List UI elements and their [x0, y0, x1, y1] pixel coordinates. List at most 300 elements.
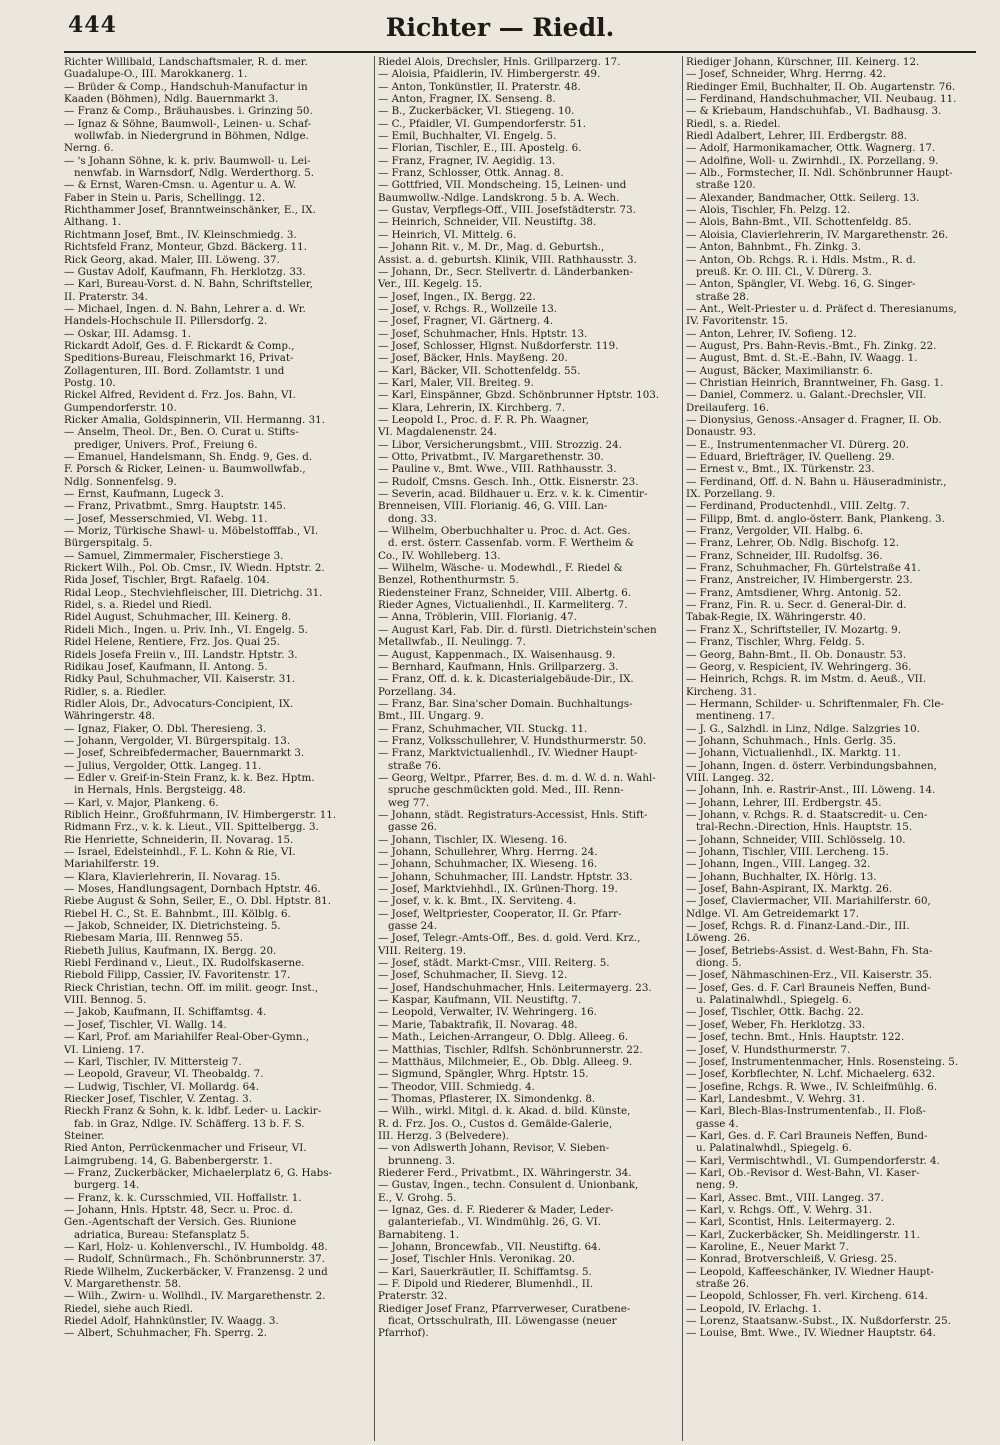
directory-entry-line: ficat, Ortsschulrath, III. Löwengasse (neuer	[388, 1315, 617, 1328]
directory-entry-line: — Franz, Fragner, IV. Aegidig. 13.	[378, 154, 556, 167]
directory-entry-line: — Klara, Klavierlehrerin, II. Novarag. 15.	[64, 870, 281, 883]
directory-entry-line: — Josef, Bahn-Aspirant, IX. Marktg. 26.	[686, 883, 893, 896]
directory-entry-line: — Karl, Bäcker, VII. Schottenfeldg. 55.	[378, 364, 581, 377]
directory-entry-line: Riedl, s. a. Riedel.	[686, 117, 781, 130]
directory-entry-line: — Ernst, Kaufmann, Lugeck 3.	[64, 488, 224, 501]
directory-entry-line: Ridel Helene, Rentiere, Frz. Jos. Quai 25.	[64, 636, 280, 649]
directory-entry-line: — Anton, Lehrer, IV. Sofieng. 12.	[686, 327, 857, 340]
directory-entry-line: — Josef, Schuhmacher, Hnls. Hptstr. 13.	[378, 327, 588, 340]
directory-entry-line: Ridels Josefa Freiin v., III. Landstr. Hptstr. 3.	[64, 648, 298, 661]
directory-entry-line: — Klara, Lehrerin, IX. Kirchberg. 7.	[378, 401, 566, 414]
directory-entry-line: IX. Porzellang. 9.	[686, 488, 776, 501]
directory-entry-line: Brenneisen, VIII. Florianig. 46, G. VIII. Lan-	[378, 500, 608, 513]
directory-entry-line: — Leopold I., Proc. d. F. R. Ph. Waagner,	[378, 413, 589, 426]
directory-entry-line: — Franz, Off. d. k. k. Dicasterialgebäude-Dir., IX.	[378, 673, 634, 686]
directory-entry-line: Richter Willibald, Landschaftsmaler, R. d. mer.	[64, 56, 308, 68]
directory-entry-line: — August, Kappenmach., IX. Waisenhausg. 9.	[378, 648, 616, 661]
directory-entry-line: — Oskar, III. Adamsg. 1.	[64, 327, 191, 340]
directory-entry-line: Riebl Ferdinand v., Lieut., IX. Rudolfskaserne.	[64, 957, 305, 970]
directory-entry-line: — Franz, k. k. Cursschmied, VII. Hoffallstr. 1.	[64, 1191, 302, 1204]
directory-entry-line: — Franz, Schneider, III. Rudolfsg. 36.	[686, 549, 883, 562]
directory-entry-line: — Jakob, Schneider, IX. Dietrichsteing. 5.	[64, 920, 281, 933]
directory-entry-line: — Leopold, Graveur, VI. Theobaldg. 7.	[64, 1068, 264, 1081]
directory-entry-line: Riedel, siehe auch Riedl.	[64, 1302, 194, 1315]
directory-entry-line: adriatica, Bureau: Stefansplatz 5.	[74, 1228, 250, 1241]
directory-entry-line: Porzellang. 34.	[378, 685, 457, 698]
directory-entry-line: — Ignaz, Ges. d. F. Riederer & Mader, Leder-	[378, 1203, 614, 1216]
directory-entry-line: — Aloisia, Clavierlehrerin, IV. Margarethenstr. 26.	[686, 228, 949, 241]
directory-entry-line: gasse 26.	[388, 821, 438, 834]
directory-entry-line: — Anton, Bahnbmt., Fh. Zinkg. 3.	[686, 241, 862, 254]
directory-entry-line: — Franz, Lehrer, Ob. Ndlg. Bischofg. 12.	[686, 537, 899, 550]
directory-entry-line: — Karl, Tischler, IV. Mittersteig 7.	[64, 1055, 242, 1068]
directory-entry-line: Riederer Ferd., Privatbmt., IX. Währingerstr. 34.	[378, 1166, 632, 1179]
directory-entry-line: brunneng. 3.	[388, 1154, 456, 1167]
directory-entry-line: — Leopold, Verwalter, IV. Wehringerg. 16.	[378, 1006, 597, 1019]
directory-entry-line: fab. in Graz, Ndlge. IV. Schäfferg. 13 b. F. S.	[74, 1117, 305, 1130]
directory-entry-line: — Josef, städt. Markt-Cmsr., VIII. Reiterg. 5.	[378, 957, 610, 970]
directory-entry-line: Ridler, s. a. Riedler.	[64, 685, 167, 698]
directory-entry-line: Faber in Stein u. Paris, Schellingg. 12.	[64, 191, 266, 204]
directory-entry-line: preuß. Kr. O. III. Cl., V. Dürerg. 3.	[696, 265, 872, 278]
directory-entry-line: Benzel, Rothenthurmstr. 5.	[378, 574, 519, 587]
directory-entry-line: — Adolf, Harmonikamacher, Ottk. Wagnerg. 17.	[686, 142, 936, 155]
directory-entry-line: Riebold Filipp, Cassier, IV. Favoritenstr. 17.	[64, 969, 291, 982]
directory-entry-line: Rie Henriette, Schneiderin, II. Novarag. 15.	[64, 833, 294, 846]
directory-entry-line: — Johann, Ingen., VIII. Langeg. 32.	[686, 858, 871, 871]
directory-entry-line: — Julius, Vergolder, Ottk. Langeg. 11.	[64, 759, 262, 772]
directory-entry-line: — Karl, Sauerkräutler, II. Schiffamtsg. 5.	[378, 1265, 592, 1278]
directory-entry-line: — Alois, Tischler, Fh. Pelzg. 12.	[686, 204, 851, 217]
directory-entry-line: d. erst. österr. Cassenfab. vorm. F. Wertheim &	[388, 537, 634, 550]
directory-entry-line: — Josef, Fragner, VI. Gärtnerg. 4.	[378, 315, 554, 328]
directory-entry-line: — Albert, Schuhmacher, Fh. Sperrg. 2.	[64, 1327, 267, 1340]
directory-entry-line: — Pauline v., Bmt. Wwe., VIII. Rathhausstr. 3.	[378, 463, 617, 476]
directory-entry-line: Riediger Johann, Kürschner, III. Keinerg. 12.	[686, 56, 920, 68]
directory-entry-line: Ridikau Josef, Kaufmann, II. Antong. 5.	[64, 660, 268, 673]
directory-entry-line: straße 26.	[696, 1278, 750, 1291]
directory-entry-line: — Johann, Ingen. d. österr. Verbindungsbahnen,	[686, 759, 937, 772]
directory-entry-line: — J. G., Salzhdl. in Linz, Ndlge. Salzgries 10.	[686, 722, 920, 735]
directory-entry-line: — Gottfried, VII. Mondscheing. 15, Leinen- und	[378, 179, 627, 192]
directory-entry-line: — Franz, Vergolder, VII. Halbg. 6.	[686, 525, 864, 538]
directory-entry-line: Riebel H. C., St. E. Bahnbmt., III. Kölblg. 6.	[64, 907, 291, 920]
directory-entry-line: — Libor, Versicherungsbmt., VIII. Strozzig. 24.	[378, 438, 622, 451]
directory-entry-line: VIII. Reiterg. 19.	[378, 944, 466, 957]
directory-entry-line: — Rudolf, Cmsns. Gesch. Inh., Ottk. Eisnerstr. 23.	[378, 475, 639, 488]
directory-entry-line: Riebe August & Sohn, Seiler, E., O. Dbl. Hptstr. 81.	[64, 895, 331, 908]
directory-entry-line: — Johann, Inh. e. Rastrir-Anst., III. Löweng. 14.	[686, 784, 936, 797]
directory-entry-line: Metallwfab., II. Neulingg. 7.	[378, 636, 526, 649]
directory-entry-line: Riede Wilhelm, Zuckerbäcker, V. Franzensg. 2 und	[64, 1265, 328, 1278]
directory-entry-line: — Josef, Korbflechter, N. Lchf. Michaelerg. 632.	[686, 1068, 936, 1081]
directory-entry-line: — Johann, Schullehrer, Whrg. Herrng. 24.	[378, 846, 598, 858]
directory-entry-line: Donaustr. 93.	[686, 426, 756, 439]
directory-entry-line: Ridky Paul, Schuhmacher, VII. Kaiserstr. 31.	[64, 673, 296, 686]
directory-entry-line: — Josef, Schlosser, Hlgnst. Nußdorferstr. 119.	[378, 339, 619, 352]
directory-entry-line: Ndlg. Sonnenfelsg. 9.	[64, 475, 177, 488]
directory-entry-line: — Dionysius, Genoss.-Ansager d. Fragner, II. Ob.	[686, 413, 942, 426]
directory-entry-line: — Franz, Anstreicher, IV. Himbergerstr. 23.	[686, 574, 913, 587]
directory-entry-line: — Anna, Tröblerin, VIII. Florianig. 47.	[378, 611, 577, 624]
directory-entry-line: Guadalupe-O., III. Marokkanerg. 1.	[64, 68, 248, 81]
directory-entry-line: burgerg. 14.	[74, 1179, 140, 1192]
directory-entry-line: Ridel August, Schuhmacher, III. Keinerg. 8.	[64, 611, 292, 624]
directory-entry-line: — Anton, Tonkünstler, II. Praterstr. 48.	[378, 80, 581, 93]
directory-entry-line: straße 120.	[696, 179, 756, 192]
directory-entry-line: — Daniel, Commerz. u. Galant.-Drechsler, VII.	[686, 389, 927, 402]
directory-entry-line: Riebeth Julius, Kaufmann, IX. Bergg. 20.	[64, 944, 277, 957]
directory-entry-line: nenwfab. in Warnsdorf, Ndlg. Werderthorg. 5.	[74, 167, 315, 180]
directory-entry-line: — Johann, Tischler, IX. Wieseng. 16.	[378, 833, 568, 846]
directory-entry-line: — Josef, v. Rchgs. R., Wollzeile 13.	[378, 302, 558, 315]
directory-entry-line: Riedensteiner Franz, Schneider, VIII. Albertg. 6.	[378, 586, 632, 599]
directory-entry-line: — Karl, Prof. am Mariahilfer Real-Ober-Gymn.,	[64, 1031, 310, 1044]
directory-entry-line: — & Kriebaum, Handschuhfab., VI. Badhausg. 3.	[686, 105, 942, 118]
directory-entry-line: — Josef, Nähmaschinen-Erz., VII. Kaiserstr. 35.	[686, 969, 933, 982]
directory-entry-line: Riebesam Maria, III. Rennweg 55.	[64, 932, 243, 945]
directory-entry-line: Praterstr. 32.	[378, 1290, 448, 1303]
directory-entry-line: — Ignaz & Söhne, Baumwoll-, Leinen- u. Schaf-	[64, 117, 312, 130]
directory-entry-line: — Franz, Volksschullehrer, V. Hundsthurmerstr. 50.	[378, 734, 647, 747]
directory-entry-line: Pfarrhof).	[378, 1327, 429, 1340]
directory-entry-line: Handels-Hochschule II. Pillersdorfg. 2.	[64, 315, 268, 328]
directory-entry-line: — August Karl, Fab. Dir. d. fürstl. Dietrichstein'schen	[378, 623, 657, 636]
directory-entry-line: — Emanuel, Handelsmann, Sh. Endg. 9, Ges. d.	[64, 451, 313, 463]
directory-entry-line: — Josef, Handschuhmacher, Hnls. Leitermayerg. 23.	[378, 981, 652, 994]
directory-entry-line: E., V. Grohg. 5.	[378, 1191, 457, 1204]
directory-entry-line: — Franz, Privatbmt., Smrg. Hauptstr. 145.	[64, 500, 286, 513]
directory-entry-line: — Alois, Bahn-Bmt., VII. Schottenfeldg. 85.	[686, 216, 912, 229]
directory-entry-line: — Anton, Ob. Rchgs. R. i. Hdls. Mstm., R. d.	[686, 253, 916, 266]
directory-entry-line: gasse 24.	[388, 920, 438, 933]
directory-entry-line: Mariahilferstr. 19.	[64, 858, 160, 871]
directory-entry-line: mentineng. 17.	[696, 710, 775, 723]
directory-entry-line: — Ferdinand, Productenhdl., VIII. Zeltg. 7.	[686, 500, 910, 513]
directory-entry-line: wollwfab. in Niedergrund in Böhmen, Ndlge.	[74, 130, 309, 143]
directory-entry-line: — Gustav, Ingen., techn. Consulent d. Unionbank,	[378, 1179, 639, 1192]
directory-entry-line: — Karoline, E., Neuer Markt 7.	[686, 1241, 849, 1253]
directory-entry-line: Rieckh Franz & Sohn, k. k. ldbf. Leder- u. Lackir-	[64, 1105, 322, 1118]
directory-entry-line: — Louise, Bmt. Wwe., IV. Wiedner Hauptstr. 64.	[686, 1327, 936, 1340]
directory-entry-line: — Karl, Ob.-Revisor d. West-Bahn, VI. Kaser-	[686, 1166, 920, 1179]
directory-entry-line: Rieder Agnes, Victualienhdl., II. Karmeliterg. 7.	[378, 599, 628, 612]
directory-entry-line: — Matthias, Tischler, Rdlfsh. Schönbrunnerstr. 22.	[378, 1043, 643, 1056]
directory-entry-line: — Severin, acad. Bildhauer u. Erz. v. k. k. Cimentir-	[378, 488, 648, 501]
directory-entry-line: — Josef, Tischler, Ottk. Bachg. 22.	[686, 1006, 864, 1019]
directory-entry-line: — Florian, Tischler, E., III. Apostelg. 6.	[378, 142, 582, 155]
directory-entry-line: Rick Georg, akad. Maler, III. Löweng. 37.	[64, 253, 280, 266]
directory-entry-line: — Johann, Schuhmach., Hnls. Gerlg. 35.	[686, 734, 897, 747]
directory-entry-line: Speditions-Bureau, Fleischmarkt 16, Privat-	[64, 352, 294, 365]
directory-entry-line: — Josef, Betriebs-Assist. d. West-Bahn, Fh. Sta-	[686, 944, 933, 957]
directory-entry-line: — Israel, Edelsteinhdl., F. L. Kohn & Rie, VI.	[64, 846, 296, 858]
column-right	[682, 56, 978, 1441]
directory-entry-line: — B., Zuckerbäcker, VI. Stiegeng. 10.	[378, 105, 575, 118]
directory-entry-line: Co., IV. Wohlleberg. 13.	[378, 549, 501, 562]
directory-entry-line: — Sigmund, Spängler, Whrg. Hptstr. 15.	[378, 1068, 589, 1081]
directory-entry-line: — Johann, Schuhmacher, IX. Wieseng. 16.	[378, 858, 598, 871]
directory-entry-line: — Wilh., wirkl. Mitgl. d. k. Akad. d. bild. Künste,	[378, 1105, 631, 1118]
directory-entry-line: — Konrad, Brotverschleiß, V. Griesg. 25.	[686, 1253, 897, 1266]
directory-entry-line: Richthammer Josef, Branntweinschänker, E., IX.	[64, 204, 316, 217]
directory-entry-line: — Aloisia, Pfaidlerin, IV. Himbergerstr. 49.	[378, 68, 601, 81]
directory-entry-line: — August, Bmt. d. St.-E.-Bahn, IV. Waagg. 1.	[686, 352, 918, 365]
column-left	[64, 56, 370, 1441]
directory-entry-line: Rickel Alfred, Revident d. Frz. Jos. Bahn, VI.	[64, 389, 296, 402]
directory-entry-line: straße 76.	[388, 759, 442, 772]
directory-entry-line: — Emil, Buchhalter, VI. Engelg. 5.	[378, 130, 557, 143]
directory-entry-line: — Franz, Tischler, Whrg. Feldg. 5.	[686, 636, 865, 649]
directory-entry-line: IV. Favoritenstr. 15.	[686, 315, 789, 328]
directory-entry-line: — Anton, Fragner, IX. Senseng. 8.	[378, 93, 556, 106]
directory-entry-line: — Ant., Welt-Priester u. d. Präfect d. Theresianums,	[686, 302, 957, 315]
directory-entry-line: — Johann, städt. Registraturs-Accessist, Hnls. Stift-	[378, 808, 648, 821]
directory-entry-line: — Math., Leichen-Arrangeur, O. Dblg. Alleeg. 6.	[378, 1031, 629, 1044]
directory-entry-line: Gumpendorferstr. 10.	[64, 401, 177, 414]
directory-entry-line: — Josef, Claviermacher, VII. Mariahilferstr. 60,	[686, 895, 931, 908]
directory-entry-line: Rida Josef, Tischler, Brgt. Rafaelg. 104.	[64, 574, 270, 587]
directory-entry-line: — Karl, Maler, VII. Breiteg. 9.	[378, 376, 534, 389]
directory-entry-line: Bmt., III. Ungarg. 9.	[378, 710, 484, 723]
directory-entry-line: Baumwollw.-Ndlge. Landskrong. 5 b. A. Wech.	[378, 191, 620, 204]
directory-entry-line: — Johann, Victualienhdl., IX. Marktg. 11.	[686, 747, 901, 760]
directory-entry-line: — Josef, Marktviehhdl., IX. Grünen-Thorg. 19.	[378, 883, 618, 896]
directory-entry-line: Riedel Alois, Drechsler, Hnls. Grillparzerg. 17.	[378, 56, 621, 68]
directory-entry-line: gasse 4.	[696, 1117, 739, 1130]
directory-entry-line: — Thomas, Pflasterer, IX. Simondenkg. 8.	[378, 1092, 596, 1105]
directory-entry-line: — Johann, Broncewfab., VII. Neustiftg. 64.	[378, 1241, 601, 1253]
directory-entry-line: — Josef, Rchgs. R. d. Finanz-Land.-Dir., III.	[686, 920, 910, 933]
directory-entry-line: — Ernest v., Bmt., IX. Türkenstr. 23.	[686, 463, 875, 476]
directory-entry-line: — Adolfine, Woll- u. Zwirnhdl., IX. Porzellang. 9.	[686, 154, 939, 167]
directory-entry-line: Ridal Leop., Stechviehfleischer, III. Dietrichg. 31.	[64, 586, 323, 599]
directory-entry-line: — Franz, Zuckerbäcker, Michaelerplatz 6, G. Habs-	[64, 1166, 332, 1179]
directory-entry-line: — Josef, Tischler, VI. Wallg. 14.	[64, 1018, 227, 1031]
directory-entry-line: — Leopold, Schlosser, Fh. verl. Kircheng. 614.	[686, 1290, 928, 1303]
directory-entry-line: — Heinrich, Schneider, VII. Neustiftg. 38.	[378, 216, 597, 229]
directory-entry-line: — Franz, Bar. Sina'scher Domain. Buchhaltungs-	[378, 697, 633, 710]
directory-entry-line: — Johann, Schuhmacher, III. Landstr. Hptstr. 33.	[378, 870, 633, 883]
directory-entry-line: — Johann, Dr., Secr. Stellvertr. d. Länderbanken-	[378, 265, 633, 278]
directory-entry-line: — von Adlswerth Johann, Revisor, V. Sieben-	[378, 1142, 610, 1155]
directory-entry-line: — Franz, Schuhmacher, Fh. Gürtelstraße 41.	[686, 562, 921, 575]
directory-entry-line: — Filipp, Bmt. d. anglo-österr. Bank, Plankeng. 3.	[686, 512, 945, 525]
directory-entry-line: spruche geschmückten gold. Med., III. Renn-	[388, 784, 624, 797]
directory-entry-line: — Heinrich, Rchgs. R. im Mstm. d. Aeuß., VII.	[686, 673, 927, 686]
directory-entry-line: — Ferdinand, Handschuhmacher, VII. Neubaug. 11.	[686, 93, 957, 106]
directory-entry-line: — Theodor, VIII. Schmiedg. 4.	[378, 1080, 535, 1093]
directory-entry-line: Rickardt Adolf, Ges. d. F. Rickardt & Comp.,	[64, 339, 295, 352]
directory-entry-line: — Josef, Ingen., IX. Bergg. 22.	[378, 290, 536, 303]
page-number: 444	[68, 12, 117, 38]
directory-entry-line: — Georg, Bahn-Bmt., II. Ob. Donaustr. 53.	[686, 648, 907, 661]
directory-entry-line: Ridel, s. a. Riedel und Riedl.	[64, 599, 212, 612]
directory-entry-line: — Anton, Spängler, VI. Webg. 16, G. Singer-	[686, 278, 916, 291]
directory-entry-line: — August, Prs. Bahn-Revis.-Bmt., Fh. Zinkg. 22.	[686, 339, 937, 352]
directory-entry-line: Riedel Adolf, Hahnkünstler, IV. Waagg. 3.	[64, 1315, 279, 1328]
directory-entry-line: u. Palatinalwhdl., Spiegelg. 6.	[696, 1142, 852, 1155]
directory-entry-line: — Leopold, Kaffeeschänker, IV. Wiedner Haupt-	[686, 1265, 934, 1278]
directory-entry-line: — Ferdinand, Off. d. N. Bahn u. Häuseradministr.,	[686, 475, 947, 488]
directory-entry-line: — Josef, Tischler Hnls. Veronikag. 20.	[378, 1253, 575, 1266]
directory-entry-line: — Johann, Lehrer, III. Erdbergstr. 45.	[686, 796, 882, 809]
directory-entry-line: Kaaden (Böhmen), Ndlg. Bauernmarkt 3.	[64, 93, 279, 106]
directory-entry-line: — Otto, Privatbmt., IV. Margarethenstr. 30.	[378, 451, 604, 463]
directory-entry-line: — Johann Rit. v., M. Dr., Mag. d. Geburtsh.,	[378, 241, 605, 254]
directory-entry-line: R. d. Frz. Jos. O., Custos d. Gemälde-Galerie,	[378, 1117, 613, 1130]
directory-entry-line: — Lorenz, Staatsanw.-Subst., IX. Nußdorferstr. 25.	[686, 1315, 951, 1328]
directory-entry-line: II. Praterstr. 34.	[64, 290, 148, 303]
directory-entry-line: — Michael, Ingen. d. N. Bahn, Lehrer a. d. Wr.	[64, 302, 306, 315]
directory-entry-line: — Karl, Scontist, Hnls. Leitermayerg. 2.	[686, 1216, 896, 1229]
directory-entry-line: — & Ernst, Waren-Cmsn. u. Agentur u. A. W.	[64, 179, 297, 192]
directory-entry-line: — Franz X., Schriftsteller, IV. Mozartg. 9.	[686, 623, 901, 636]
directory-entry-line: — Kaspar, Kaufmann, VII. Neustiftg. 7.	[378, 994, 582, 1007]
directory-entry-line: — Matthäus, Milchmeier, E., Ob. Dblg. Alleeg. 9.	[378, 1055, 633, 1068]
directory-entry-line: — Gustav, Verpflegs-Off., VIII. Josefstädterstr. 73.	[378, 204, 636, 217]
directory-entry-line: — Josef, Bäcker, Hnls. Mayßeng. 20.	[378, 352, 568, 365]
directory-entry-line: u. Palatinalwhdl., Spiegelg. 6.	[696, 994, 852, 1007]
directory-entry-line: — Josef, Instrumentenmacher, Hnls. Rosensteing. 5.	[686, 1055, 959, 1068]
directory-entry-line: — Ignaz, Fiaker, O. Dbl. Theresieng. 3.	[64, 722, 267, 735]
directory-entry-line: III. Herzg. 3 (Belvedere).	[378, 1129, 510, 1142]
directory-entry-line: Barnabiteng. 1.	[378, 1228, 460, 1241]
directory-entry-line: — August, Bäcker, Maximilianstr. 6.	[686, 364, 873, 377]
column-middle	[374, 56, 682, 1441]
header-rule	[64, 51, 976, 53]
directory-entry-line: — Karl, Assec. Bmt., VIII. Langeg. 37.	[686, 1191, 884, 1204]
directory-entry-line: — Leopold, IV. Erlachg. 1.	[686, 1302, 822, 1315]
directory-entry-line: — F. Dipold und Riederer, Blumenhdl., II.	[378, 1278, 594, 1291]
directory-entry-line: straße 28.	[696, 290, 750, 303]
directory-entry-line: Währingerstr. 48.	[64, 710, 156, 723]
directory-entry-line: — Josefine, Rchgs. R. Wwe., IV. Schleifmühlg. 6.	[686, 1080, 938, 1093]
directory-entry-line: Laimgrubeng. 14, G. Babenbergerstr. 1.	[64, 1154, 273, 1167]
directory-entry-line: Rideli Mich., Ingen. u. Priv. Inh., VI. Engelg. 5.	[64, 623, 308, 636]
directory-entry-line: — Franz, Schuhmacher, VII. Stuckg. 11.	[378, 722, 588, 735]
directory-entry-line: — Josef, Telegr.-Amts-Off., Bes. d. gold. Verd. Krz.,	[378, 932, 641, 945]
directory-entry-line: — Josef, Ges. d. F. Carl Brauneis Neffen, Bund-	[686, 981, 931, 994]
directory-entry-line: — Ludwig, Tischler, VI. Mollardg. 64.	[64, 1080, 259, 1093]
directory-entry-line: — Gustav Adolf, Kaufmann, Fh. Herklotzg. 33.	[64, 265, 306, 278]
directory-entry-line: — Rudolf, Schnürmach., Fh. Schönbrunnerstr. 37.	[64, 1253, 325, 1266]
directory-entry-line: — Franz, Marktvictualienhdl., IV. Wiedner Haupt-	[378, 747, 638, 760]
directory-entry-line: VI. Magdalenenstr. 24.	[378, 426, 497, 439]
directory-entry-line: — Karl, Bureau-Vorst. d. N. Bahn, Schriftsteller,	[64, 278, 313, 291]
directory-entry-line: Riblich Heinr., Großfuhrmann, IV. Himbergerstr. 11.	[64, 808, 337, 821]
directory-entry-line: Ricker Amalia, Goldspinnerin, VII. Hermanng. 31.	[64, 413, 325, 426]
directory-entry-line: VIII. Bennog. 5.	[64, 994, 147, 1007]
directory-entry-line: Richtsfeld Franz, Monteur, Gbzd. Bäckerg. 11.	[64, 241, 307, 254]
directory-entry-line: — Georg, v. Respicient, IV. Wehringerg. 36.	[686, 660, 912, 673]
directory-entry-line: — Josef, v. k. k. Bmt., IX. Serviteng. 4.	[378, 895, 577, 908]
directory-entry-line: Bürgerspitalg. 5.	[64, 537, 153, 550]
directory-entry-line: galanteriefab., VI. Windmühlg. 26, G. VI.	[388, 1216, 601, 1229]
directory-entry-line: — Christian Heinrich, Branntweiner, Fh. Gasg. 1.	[686, 376, 944, 389]
directory-entry-line: Nerng. 6.	[64, 142, 114, 155]
directory-entry-line: diong. 5.	[696, 957, 742, 970]
directory-entry-line: — Karl, Blech-Blas-Instrumentenfab., II. Floß-	[686, 1105, 926, 1118]
directory-entry-line: — Josef, Schneider, Whrg. Herrng. 42.	[686, 68, 887, 81]
directory-entry-line: Gen.-Agentschaft der Versich. Ges. Riunione	[64, 1216, 297, 1229]
directory-entry-line: VI. Linieng. 17.	[64, 1043, 145, 1056]
directory-entry-line: — Josef, Messerschmied, VI. Webg. 11.	[64, 512, 268, 525]
directory-entry-line: — Franz, Fin. R. u. Secr. d. General-Dir. d.	[686, 599, 907, 612]
directory-entry-line: Riedinger Emil, Buchhalter, II. Ob. Augartenstr. 76.	[686, 80, 956, 93]
directory-entry-line: — Karl, v. Major, Plankeng. 6.	[64, 796, 219, 809]
directory-entry-line: — Bernhard, Kaufmann, Hnls. Grillparzerg. 3.	[378, 660, 619, 673]
directory-entry-line: — Karl, Zuckerbäcker, Sh. Meidlingerstr. 11.	[686, 1228, 920, 1241]
directory-entry-line: — Johann, Tischler, VIII. Lercheng. 15.	[686, 846, 889, 858]
page-title: Richter — Riedl.	[385, 13, 615, 42]
directory-entry-line: Löweng. 26.	[686, 932, 751, 945]
directory-entry-line: Assist. a. d. geburtsh. Klinik, VIII. Rathhausstr. 3.	[378, 253, 637, 266]
directory-entry-line: — Moriz, Türkische Shawl- u. Möbelstofffab., VI.	[64, 525, 319, 538]
directory-entry-line: — E., Instrumentenmacher VI. Dürerg. 20.	[686, 438, 909, 451]
directory-entry-line: — Wilhelm, Oberbuchhalter u. Proc. d. Act. Ges.	[378, 525, 631, 538]
directory-entry-line: — Josef, Weber, Fh. Herklotzg. 33.	[686, 1018, 866, 1031]
directory-entry-line: prediger, Univers. Prof., Freiung 6.	[74, 438, 258, 451]
directory-entry-line: — Johann, Buchhalter, IX. Hörlg. 13.	[686, 870, 877, 883]
directory-entry-line: neng. 9.	[696, 1179, 739, 1192]
directory-entry-line: — Karl, Holz- u. Kohlenverschl., IV. Humboldg. 48.	[64, 1241, 328, 1253]
directory-entry-line: — 's Johann Söhne, k. k. priv. Baumwoll- u. Lei-	[64, 154, 311, 167]
directory-entry-line: — Alexander, Bandmacher, Ottk. Seilerg. 13.	[686, 191, 920, 204]
directory-entry-line: — Franz, Amtsdiener, Whrg. Antonig. 52.	[686, 586, 902, 599]
directory-entry-line: Althang. 1.	[64, 216, 122, 229]
directory-entry-line: — Karl, Ges. d. F. Carl Brauneis Neffen, Bund-	[686, 1129, 928, 1142]
directory-entry-line: — Johann, Vergolder, VI. Bürgerspitalg. 13.	[64, 734, 291, 747]
directory-entry-line: — Marie, Tabaktrafik, II. Novarag. 48.	[378, 1018, 578, 1031]
directory-entry-line: — Johann, Schneider, VIII. Schlösselg. 10.	[686, 833, 906, 846]
directory-entry-line: — Franz, Schlosser, Ottk. Annag. 8.	[378, 167, 564, 180]
directory-entry-line: — Georg, Weltpr., Pfarrer, Bes. d. m. d. W. d. n. Wahl-	[378, 771, 656, 784]
directory-entry-line: — Josef, Weltpriester, Cooperator, II. Gr. Pfarr-	[378, 907, 622, 920]
directory-entry-line: Ndlge. VI. Am Getreidemarkt 17.	[686, 907, 859, 920]
directory-entry-line: — Jakob, Kaufmann, II. Schiffamtsg. 4.	[64, 1006, 267, 1019]
directory-entry-line: — Josef, V. Hundsthurmerstr. 7.	[686, 1043, 851, 1056]
directory-entry-line: F. Porsch & Ricker, Leinen- u. Baumwollwfab.,	[64, 463, 306, 476]
directory-entry-line: — Moses, Handlungsagent, Dornbach Hptstr. 46.	[64, 883, 321, 896]
directory-entry-line: Riediger Josef Franz, Pfarrverweser, Curatbene-	[378, 1302, 631, 1315]
directory-entry-line: — Eduard, Briefträger, IV. Quelleng. 29.	[686, 451, 895, 463]
directory-entry-line: dong. 33.	[388, 512, 437, 525]
directory-entry-line: — Karl, Einspänner, Gbzd. Schönbrunner Hptstr. 103.	[378, 389, 660, 402]
directory-entry-line: Rickert Wilh., Pol. Ob. Cmsr., IV. Wiedn. Hptstr. 2.	[64, 562, 325, 575]
directory-entry-line: — Karl, Landesbmt., V. Wehrg. 31.	[686, 1092, 866, 1105]
directory-entry-line: — Wilhelm, Wäsche- u. Modewhdl., F. Riedel &	[378, 562, 623, 575]
directory-entry-line: — Josef, Schreibfedermacher, Bauernmarkt 3.	[64, 747, 305, 760]
directory-entry-line: — Brüder & Comp., Handschuh-Manufactur in	[64, 80, 308, 93]
directory-entry-line: tral-Rechn.-Direction, Hnls. Hauptstr. 15.	[696, 821, 913, 834]
directory-entry-line: V. Margarethenstr. 58.	[64, 1278, 182, 1291]
directory-entry-line: — Johann, Hnls. Hptstr. 48, Secr. u. Proc. d.	[64, 1203, 293, 1216]
directory-entry-line: Ried Anton, Perrückenmacher und Friseur, VI.	[64, 1142, 307, 1155]
directory-entry-line: Kircheng. 31.	[686, 685, 757, 698]
directory-entry-line: — Samuel, Zimmermaler, Fischerstiege 3.	[64, 549, 284, 562]
directory-entry-line: — Karl, v. Rchgs. Off., V. Wehrg. 31.	[686, 1203, 873, 1216]
directory-entry-line: in Hernals, Hnls. Bergsteigg. 48.	[74, 784, 246, 797]
directory-entry-line: Zollagenturen, III. Bord. Zollamtstr. 1 und	[64, 364, 285, 377]
directory-entry-line: Riedl Adalbert, Lehrer, III. Erdbergstr. 88.	[686, 130, 908, 143]
directory-entry-line: — Franz & Comp., Bräuhausbes. i. Grinzing 50.	[64, 105, 313, 118]
directory-entry-line: Ridmann Frz., v. k. k. Lieut., VII. Spittelbergg. 3.	[64, 821, 319, 834]
directory-entry-line: — Edler v. Greif-in-Stein Franz, k. k. Bez. Hptm.	[64, 771, 315, 784]
directory-entry-line: — Karl, Vermischtwhdl., VI. Gumpendorferstr. 4.	[686, 1154, 940, 1167]
directory-entry-line: Riecker Josef, Tischler, V. Zentag. 3.	[64, 1092, 252, 1105]
directory-entry-line: — Heinrich, VI. Mittelg. 6.	[378, 228, 517, 241]
